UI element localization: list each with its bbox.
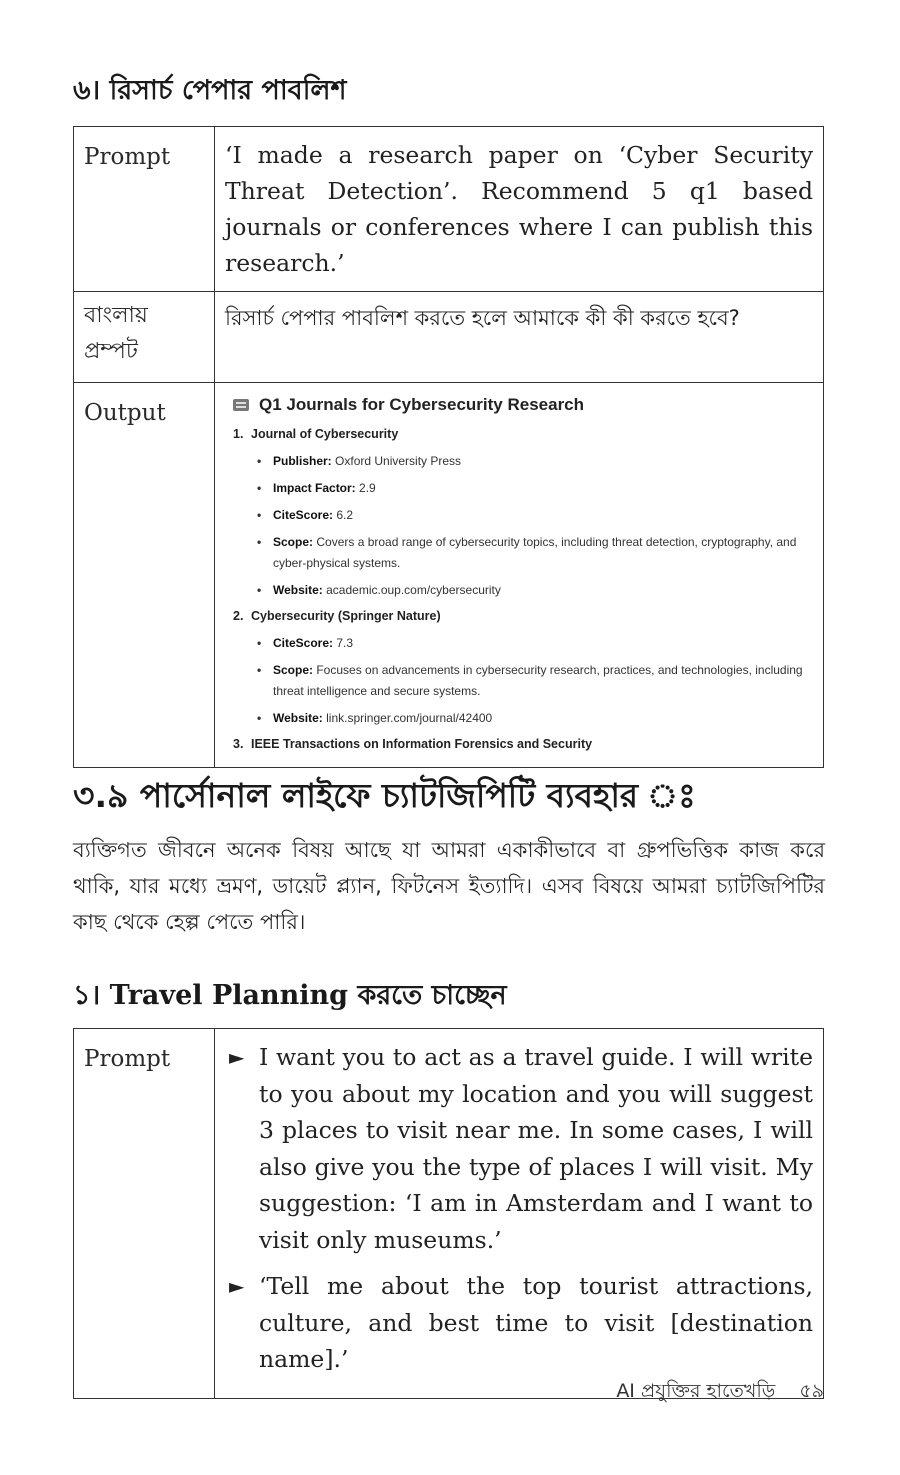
journal-number: 1. — [233, 427, 244, 441]
travel-prompt-cell — [215, 1029, 824, 1399]
property-key: CiteScore: — [273, 508, 334, 522]
section-heading-research-paper: ৬। রিসার্চ পেপার পাবলিশ — [73, 75, 347, 106]
page-number: ৫৯ — [799, 1380, 824, 1402]
output-title — [233, 395, 813, 415]
journal-name: Journal of Cybersecurity — [251, 427, 399, 441]
output-panel — [215, 383, 823, 767]
output-label: Output — [74, 383, 215, 768]
property-key: Publisher: — [273, 454, 332, 468]
travel-prompt-label: Prompt — [74, 1029, 215, 1399]
journal-property — [257, 451, 813, 472]
property-value: 2.9 — [355, 481, 376, 495]
property-key: Scope: — [273, 535, 314, 549]
journal-property — [257, 633, 813, 654]
property-value: link.springer.com/journal/42400 — [322, 711, 493, 725]
property-value: Oxford University Press — [331, 454, 462, 468]
prompt-text: ‘I made a research paper on ‘Cyber Security Threat Detection’. Recommend 5 q1 based journals or conferences where I can publish this research.’ — [215, 127, 824, 292]
travel-planning-heading — [73, 975, 507, 1020]
prompt-label: Prompt — [74, 127, 215, 292]
table-row-prompt — [74, 127, 824, 292]
triangle-right-icon: ► — [229, 1045, 245, 1069]
property-value: 7.3 — [333, 636, 354, 650]
journal-heading — [233, 737, 813, 751]
table-row-bangla-prompt — [74, 292, 824, 383]
journal-property — [257, 532, 813, 574]
travel-bullet — [229, 1268, 813, 1378]
journal-list — [233, 427, 813, 751]
journal-property — [257, 580, 813, 601]
property-key: Scope: — [273, 663, 314, 677]
journal-property — [257, 478, 813, 499]
journal-property — [257, 708, 813, 729]
property-key: CiteScore: — [273, 636, 334, 650]
journal-property — [257, 505, 813, 526]
property-key: Website: — [273, 583, 323, 597]
journal-number: 3. — [233, 737, 244, 751]
property-value: academic.oup.com/cybersecurity — [322, 583, 501, 597]
travel-bullet — [229, 1039, 813, 1258]
output-title-text: Q1 Journals for Cybersecurity Research — [259, 395, 585, 414]
bangla-prompt-text: রিসার্চ পেপার পাবলিশ করতে হলে আমাকে কী কী করতে হবে? — [215, 292, 824, 383]
journal-properties — [233, 451, 813, 601]
travel-bullet-text: I want you to act as a travel guide. I will write to you about my location and you will suggest 3 places to visit near me. In some cases, I will also give you the type of places I will visit. My suggestion: ‘I am in Amsterdam and I want to visit only museums.’ — [259, 1043, 813, 1254]
output-cell — [215, 383, 824, 768]
journal-name: Cybersecurity (Springer Nature) — [251, 609, 441, 623]
page-footer — [616, 1377, 824, 1409]
table-row-travel-prompt — [74, 1029, 824, 1399]
section-paragraph: ব্যক্তিগত জীবনে অনেক বিষয় আছে যা আমরা একাকীভাবে বা গ্রুপভিত্তিক কাজ করে থাকি, যার মধ্যে ভ্রমণ, ডায়েট প্ল্যান, ফিটনেস ইত্যাদি। এসব বিষয়ে আমরা চ্যাটজিপিটির কাছ থেকে হেল্প পেতে পারি। — [73, 838, 825, 934]
journal-heading — [233, 427, 813, 441]
property-key: Website: — [273, 711, 323, 725]
travel-bullet-text: ‘Tell me about the top tourist attractions, culture, and best time to visit [destination name].’ — [259, 1272, 813, 1373]
travel-heading-english: Travel Planning — [109, 980, 358, 1011]
property-value: Covers a broad range of cybersecurity topics, including threat detection, cryptography, and cyber-physical systems. — [273, 535, 797, 570]
property-key: Impact Factor: — [273, 481, 356, 495]
research-paper-prompt-table — [73, 126, 824, 768]
journal-name: IEEE Transactions on Information Forensics and Security — [251, 737, 593, 751]
triangle-right-icon: ► — [229, 1274, 245, 1298]
travel-heading-number: ১। — [73, 980, 110, 1011]
travel-prompt-table — [73, 1028, 824, 1399]
property-value: Focuses on advancements in cybersecurity research, practices, and technologies, including threat intelligence and secure systems. — [273, 663, 803, 698]
property-value: 6.2 — [333, 508, 354, 522]
table-row-output — [74, 383, 824, 768]
journal-number: 2. — [233, 609, 244, 623]
journal-properties — [233, 633, 813, 729]
newspaper-icon — [233, 399, 249, 411]
book-title: AI প্রযুক্তির হাতেখড়ি — [616, 1380, 776, 1402]
section-title-personal-life: ৩.৯ পার্সোনাল লাইফে চ্যাটজিপিটি ব্যবহার ঃ — [73, 776, 696, 815]
journal-property — [257, 660, 813, 702]
bangla-prompt-label: বাংলায় প্রম্পট — [74, 292, 215, 383]
journal-heading — [233, 609, 813, 623]
travel-heading-bangla: করতে চাচ্ছেন — [357, 980, 507, 1011]
